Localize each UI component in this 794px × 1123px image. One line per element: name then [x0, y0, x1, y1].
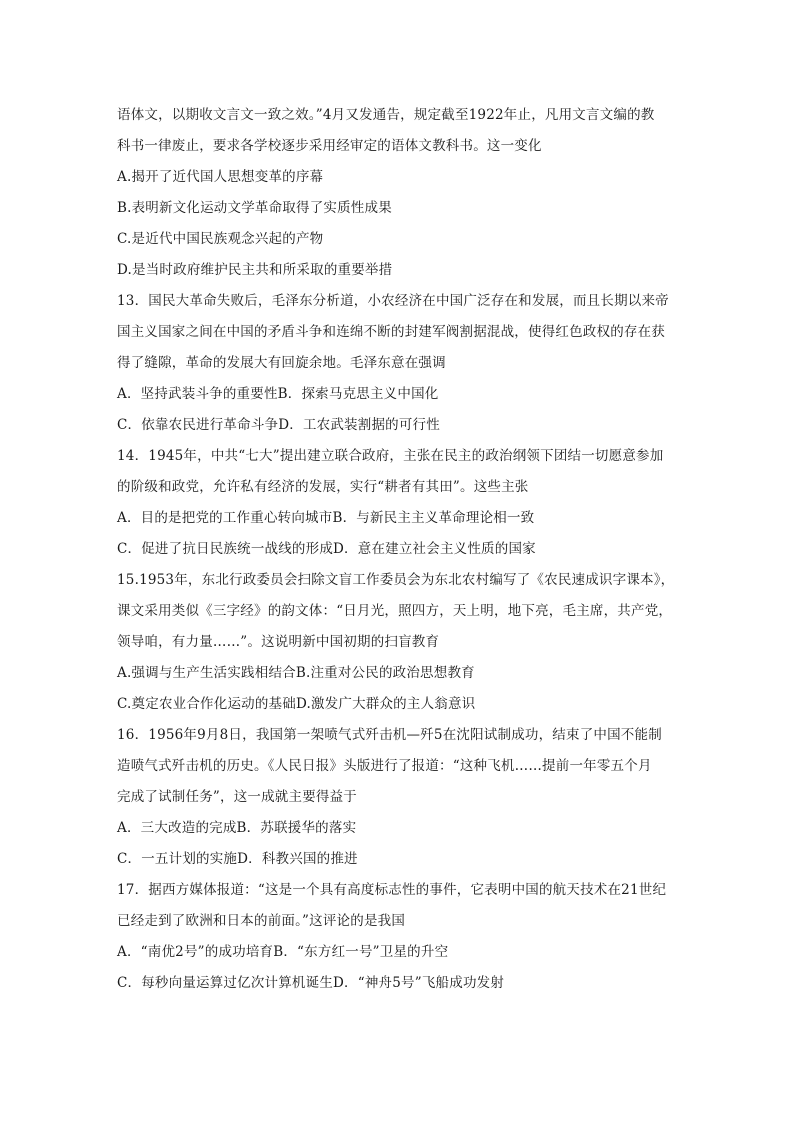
text-line: 17．据西方媒体报道：“这是一个具有高度标志性的事件，它表明中国的航天技术在21世纪 [117, 882, 667, 898]
text-line: 的阶级和政党，允许私有经济的发展，实行“耕者有其田”。这些主张 [117, 479, 529, 495]
text-line: C．每秒向量运算过亿次计算机诞生D．“神舟5号”飞船成功发射 [117, 975, 505, 991]
text-line: A．目的是把党的工作重心转向城市B．与新民主主义革命理论相一致 [117, 510, 535, 526]
text-line: C.奠定农业合作化运动的基础D.激发广大群众的主人翁意识 [117, 696, 476, 712]
text-line: D.是当时政府维护民主共和所采取的重要举措 [117, 262, 393, 278]
text-line: 完成了试制任务”，这一成就主要得益于 [117, 789, 358, 805]
text-line: 科书一律废止，要求各学校逐步采用经审定的语体文教科书。这一变化 [117, 138, 542, 154]
text-line: A.揭开了近代国人思想变革的序幕 [117, 169, 324, 185]
text-line: A．三大改造的完成B．苏联援华的落实 [117, 820, 357, 836]
text-line: 语体文，以期收文言文一致之效。”4月又发通告，规定截至1922年止，凡用文言文编的教 [117, 107, 655, 123]
text-line: 造喷气式歼击机的历史。《人民日报》头版进行了报道：“这种飞机……提前一年零五个月 [117, 758, 652, 774]
text-line: C．一五计划的实施D．科教兴国的推进 [117, 851, 358, 867]
text-line: C．依靠农民进行革命斗争D．工农武装割据的可行性 [117, 417, 440, 433]
text-line: C．促进了抗日民族统一战线的形成D．意在建立社会主义性质的国家 [117, 541, 536, 557]
text-line: 领导咱，有力量……”。这说明新中国初期的扫盲教育 [117, 634, 440, 650]
text-line: A．坚持武装斗争的重要性B．探索马克思主义中国化 [117, 386, 439, 402]
text-line: 得了缝隙，革命的发展大有回旋余地。毛泽东意在强调 [117, 355, 446, 371]
text-line: 课文采用类似《三字经》的韵文体：“日月光，照四方，天上明，地下亮，毛主席，共产党， [117, 603, 673, 619]
text-line: A.强调与生产生活实践相结合B.注重对公民的政治思想教育 [117, 665, 475, 681]
text-line: B.表明新文化运动文学革命取得了实质性成果 [117, 200, 392, 216]
page-content [117, 100, 682, 999]
text-line: 16．1956年9月8日，我国第一架喷气式歼击机—歼5在沈阳试制成功，结束了中国不能制 [117, 727, 662, 743]
text-line: 已经走到了欧洲和日本的前面。”这评论的是我国 [117, 913, 406, 929]
text-line: 14．1945年，中共“七大”提出建立联合政府，主张在民主的政治纲领下团结一切愿意参加 [117, 448, 664, 464]
text-line: 15.1953年，东北行政委员会扫除文盲工作委员会为东北农村编写了《农民速成识字课本》， [117, 572, 675, 588]
text-line: 国主义国家之间在中国的矛盾斗争和连绵不断的封建军阀割据混战，使得红色政权的存在获 [117, 324, 665, 340]
text-line: C.是近代中国民族观念兴起的产物 [117, 231, 324, 247]
text-line: A．“南优2号”的成功培育B．“东方红一号”卫星的升空 [117, 944, 449, 960]
text-line: 13．国民大革命失败后，毛泽东分析道，小农经济在中国广泛存在和发展，而且长期以来帝 [117, 293, 669, 309]
